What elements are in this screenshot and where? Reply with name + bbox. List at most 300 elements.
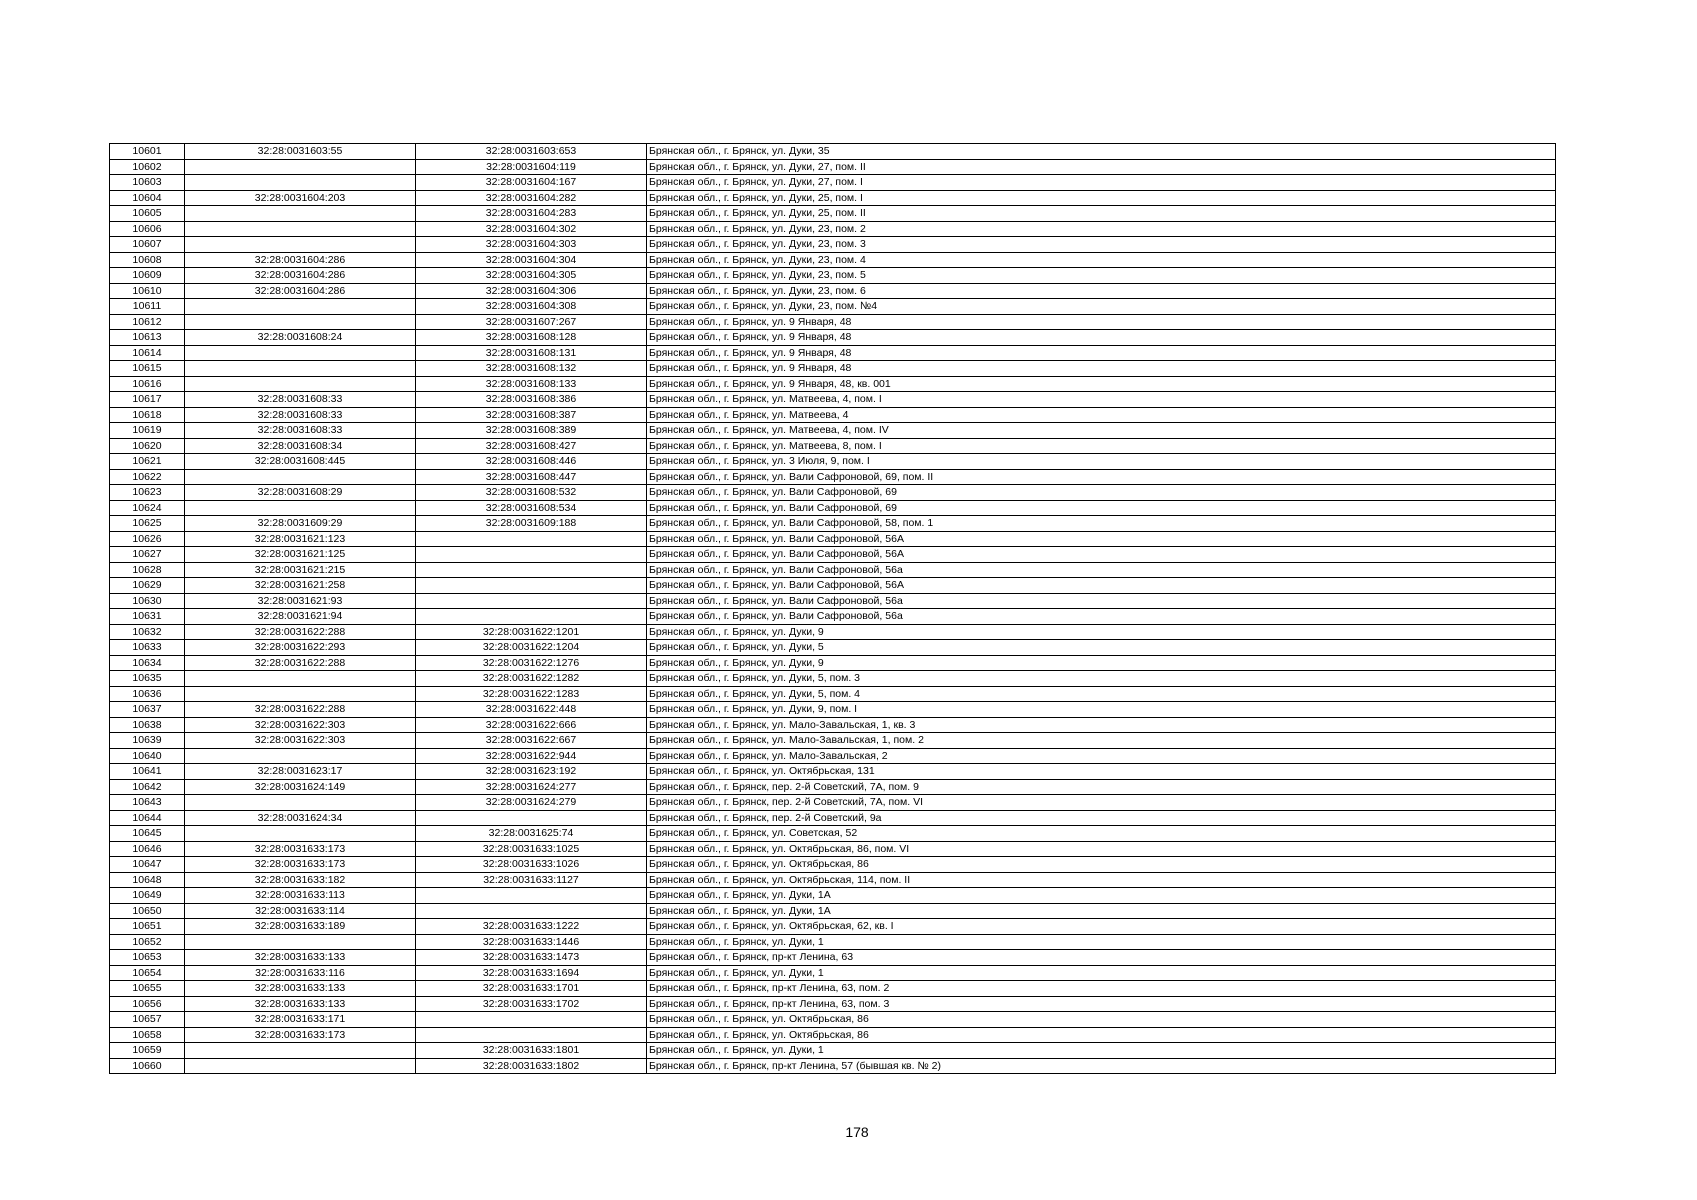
building-cadastral-number-cell: 32:28:0031625:74 (416, 826, 647, 842)
building-cadastral-number-cell (416, 609, 647, 625)
address-cell: Брянская обл., г. Брянск, ул. Дуки, 23, пом. 5 (647, 268, 1556, 284)
land-cadastral-number-cell: 32:28:0031633:114 (185, 903, 416, 919)
row-number-cell: 10638 (110, 717, 185, 733)
address-cell: Брянская обл., г. Брянск, ул. 9 Января, 48 (647, 330, 1556, 346)
building-cadastral-number-cell: 32:28:0031604:283 (416, 206, 647, 222)
address-cell: Брянская обл., г. Брянск, ул. Дуки, 23, пом. №4 (647, 299, 1556, 315)
row-number-cell: 10630 (110, 593, 185, 609)
land-cadastral-number-cell: 32:28:0031633:133 (185, 981, 416, 997)
row-number-cell: 10653 (110, 950, 185, 966)
row-number-cell: 10628 (110, 562, 185, 578)
land-cadastral-number-cell: 32:28:0031604:286 (185, 268, 416, 284)
row-number-cell: 10604 (110, 190, 185, 206)
address-cell: Брянская обл., г. Брянск, ул. Октябрьская, 86, пом. VI (647, 841, 1556, 857)
building-cadastral-number-cell (416, 903, 647, 919)
building-cadastral-number-cell: 32:28:0031608:387 (416, 407, 647, 423)
land-cadastral-number-cell: 32:28:0031633:173 (185, 1027, 416, 1043)
address-cell: Брянская обл., г. Брянск, ул. Дуки, 27, пом. I (647, 175, 1556, 191)
land-cadastral-number-cell: 32:28:0031633:189 (185, 919, 416, 935)
land-cadastral-number-cell: 32:28:0031608:34 (185, 438, 416, 454)
building-cadastral-number-cell: 32:28:0031622:1283 (416, 686, 647, 702)
row-number-cell: 10607 (110, 237, 185, 253)
building-cadastral-number-cell: 32:28:0031633:1694 (416, 965, 647, 981)
table-row (110, 857, 1556, 873)
land-cadastral-number-cell: 32:28:0031608:24 (185, 330, 416, 346)
building-cadastral-number-cell: 32:28:0031604:302 (416, 221, 647, 237)
building-cadastral-number-cell: 32:28:0031633:1025 (416, 841, 647, 857)
row-number-cell: 10652 (110, 934, 185, 950)
building-cadastral-number-cell: 32:28:0031633:1222 (416, 919, 647, 935)
land-cadastral-number-cell: 32:28:0031633:173 (185, 857, 416, 873)
building-cadastral-number-cell: 32:28:0031608:534 (416, 500, 647, 516)
land-cadastral-number-cell: 32:28:0031621:123 (185, 531, 416, 547)
land-cadastral-number-cell: 32:28:0031622:303 (185, 733, 416, 749)
address-cell: Брянская обл., г. Брянск, ул. Дуки, 5, пом. 3 (647, 671, 1556, 687)
table-row (110, 624, 1556, 640)
table-row (110, 531, 1556, 547)
row-number-cell: 10616 (110, 376, 185, 392)
address-cell: Брянская обл., г. Брянск, ул. Дуки, 5 (647, 640, 1556, 656)
building-cadastral-number-cell: 32:28:0031604:167 (416, 175, 647, 191)
land-cadastral-number-cell (185, 1043, 416, 1059)
row-number-cell: 10631 (110, 609, 185, 625)
table-row (110, 516, 1556, 532)
table-row (110, 159, 1556, 175)
address-cell: Брянская обл., г. Брянск, ул. Вали Сафроновой, 56А (647, 531, 1556, 547)
address-cell: Брянская обл., г. Брянск, ул. Дуки, 9 (647, 624, 1556, 640)
building-cadastral-number-cell: 32:28:0031622:1282 (416, 671, 647, 687)
address-cell: Брянская обл., г. Брянск, пр-кт Ленина, 63 (647, 950, 1556, 966)
land-cadastral-number-cell: 32:28:0031633:173 (185, 841, 416, 857)
address-cell: Брянская обл., г. Брянск, ул. 9 Января, 48 (647, 314, 1556, 330)
row-number-cell: 10644 (110, 810, 185, 826)
land-cadastral-number-cell: 32:28:0031633:116 (185, 965, 416, 981)
row-number-cell: 10637 (110, 702, 185, 718)
row-number-cell: 10655 (110, 981, 185, 997)
row-number-cell: 10629 (110, 578, 185, 594)
land-cadastral-number-cell: 32:28:0031622:303 (185, 717, 416, 733)
table-row (110, 299, 1556, 315)
address-cell: Брянская обл., г. Брянск, пер. 2-й Советский, 7А, пом. 9 (647, 779, 1556, 795)
row-number-cell: 10617 (110, 392, 185, 408)
address-cell: Брянская обл., г. Брянск, ул. Вали Сафроновой, 58, пом. 1 (647, 516, 1556, 532)
building-cadastral-number-cell (416, 1012, 647, 1028)
table-row (110, 1012, 1556, 1028)
land-cadastral-number-cell (185, 671, 416, 687)
table-row (110, 423, 1556, 439)
building-cadastral-number-cell (416, 547, 647, 563)
table-row (110, 361, 1556, 377)
building-cadastral-number-cell (416, 888, 647, 904)
row-number-cell: 10650 (110, 903, 185, 919)
land-cadastral-number-cell (185, 500, 416, 516)
table-row (110, 485, 1556, 501)
row-number-cell: 10645 (110, 826, 185, 842)
table-row (110, 252, 1556, 268)
row-number-cell: 10615 (110, 361, 185, 377)
table-row (110, 221, 1556, 237)
row-number-cell: 10608 (110, 252, 185, 268)
land-cadastral-number-cell: 32:28:0031604:286 (185, 283, 416, 299)
table-row (110, 314, 1556, 330)
table-row (110, 903, 1556, 919)
land-cadastral-number-cell: 32:28:0031621:94 (185, 609, 416, 625)
address-cell: Брянская обл., г. Брянск, ул. Вали Сафроновой, 56а (647, 562, 1556, 578)
land-cadastral-number-cell (185, 221, 416, 237)
row-number-cell: 10634 (110, 655, 185, 671)
building-cadastral-number-cell: 32:28:0031604:303 (416, 237, 647, 253)
land-cadastral-number-cell: 32:28:0031623:17 (185, 764, 416, 780)
table-row (110, 1027, 1556, 1043)
address-cell: Брянская обл., г. Брянск, ул. Дуки, 1А (647, 903, 1556, 919)
row-number-cell: 10646 (110, 841, 185, 857)
building-cadastral-number-cell (416, 531, 647, 547)
building-cadastral-number-cell: 32:28:0031624:279 (416, 795, 647, 811)
table-row (110, 671, 1556, 687)
address-cell: Брянская обл., г. Брянск, ул. Дуки, 9, пом. I (647, 702, 1556, 718)
table-row (110, 934, 1556, 950)
address-cell: Брянская обл., г. Брянск, ул. Октябрьская, 131 (647, 764, 1556, 780)
address-cell: Брянская обл., г. Брянск, ул. Вали Сафроновой, 56а (647, 593, 1556, 609)
building-cadastral-number-cell: 32:28:0031607:267 (416, 314, 647, 330)
land-cadastral-number-cell (185, 159, 416, 175)
land-cadastral-number-cell: 32:28:0031633:113 (185, 888, 416, 904)
address-cell: Брянская обл., г. Брянск, пер. 2-й Советский, 9а (647, 810, 1556, 826)
row-number-cell: 10657 (110, 1012, 185, 1028)
building-cadastral-number-cell: 32:28:0031604:119 (416, 159, 647, 175)
building-cadastral-number-cell: 32:28:0031622:667 (416, 733, 647, 749)
address-cell: Брянская обл., г. Брянск, пр-кт Ленина, 63, пом. 2 (647, 981, 1556, 997)
address-cell: Брянская обл., г. Брянск, ул. Матвеева, 4, пом. IV (647, 423, 1556, 439)
table-row (110, 175, 1556, 191)
land-cadastral-number-cell (185, 376, 416, 392)
building-cadastral-number-cell: 32:28:0031608:532 (416, 485, 647, 501)
row-number-cell: 10614 (110, 345, 185, 361)
row-number-cell: 10641 (110, 764, 185, 780)
address-cell: Брянская обл., г. Брянск, ул. Дуки, 23, пом. 6 (647, 283, 1556, 299)
land-cadastral-number-cell: 32:28:0031621:258 (185, 578, 416, 594)
row-number-cell: 10659 (110, 1043, 185, 1059)
address-cell: Брянская обл., г. Брянск, ул. Дуки, 25, пом. II (647, 206, 1556, 222)
building-cadastral-number-cell: 32:28:0031622:666 (416, 717, 647, 733)
table-row (110, 190, 1556, 206)
building-cadastral-number-cell: 32:28:0031604:305 (416, 268, 647, 284)
land-cadastral-number-cell: 32:28:0031608:445 (185, 454, 416, 470)
land-cadastral-number-cell (185, 206, 416, 222)
building-cadastral-number-cell (416, 562, 647, 578)
row-number-cell: 10611 (110, 299, 185, 315)
building-cadastral-number-cell: 32:28:0031633:1801 (416, 1043, 647, 1059)
row-number-cell: 10622 (110, 469, 185, 485)
table-row (110, 283, 1556, 299)
table-row (110, 609, 1556, 625)
row-number-cell: 10610 (110, 283, 185, 299)
row-number-cell: 10603 (110, 175, 185, 191)
land-cadastral-number-cell (185, 361, 416, 377)
building-cadastral-number-cell (416, 593, 647, 609)
building-cadastral-number-cell: 32:28:0031608:427 (416, 438, 647, 454)
table-row (110, 841, 1556, 857)
row-number-cell: 10625 (110, 516, 185, 532)
table-row (110, 655, 1556, 671)
address-cell: Брянская обл., г. Брянск, ул. 9 Января, 48 (647, 361, 1556, 377)
registry-table (109, 143, 1556, 1074)
address-cell: Брянская обл., г. Брянск, ул. Октябрьская, 62, кв. I (647, 919, 1556, 935)
row-number-cell: 10602 (110, 159, 185, 175)
row-number-cell: 10620 (110, 438, 185, 454)
row-number-cell: 10642 (110, 779, 185, 795)
row-number-cell: 10647 (110, 857, 185, 873)
building-cadastral-number-cell: 32:28:0031622:1201 (416, 624, 647, 640)
table-row (110, 888, 1556, 904)
building-cadastral-number-cell: 32:28:0031609:188 (416, 516, 647, 532)
table-row (110, 950, 1556, 966)
address-cell: Брянская обл., г. Брянск, ул. Дуки, 35 (647, 144, 1556, 160)
building-cadastral-number-cell (416, 1027, 647, 1043)
building-cadastral-number-cell: 32:28:0031622:1204 (416, 640, 647, 656)
table-row (110, 376, 1556, 392)
table-row (110, 345, 1556, 361)
row-number-cell: 10640 (110, 748, 185, 764)
building-cadastral-number-cell: 32:28:0031622:1276 (416, 655, 647, 671)
land-cadastral-number-cell: 32:28:0031608:33 (185, 407, 416, 423)
land-cadastral-number-cell (185, 175, 416, 191)
table-row (110, 686, 1556, 702)
table-row (110, 872, 1556, 888)
row-number-cell: 10639 (110, 733, 185, 749)
row-number-cell: 10654 (110, 965, 185, 981)
address-cell: Брянская обл., г. Брянск, ул. 9 Января, 48 (647, 345, 1556, 361)
building-cadastral-number-cell: 32:28:0031633:1701 (416, 981, 647, 997)
building-cadastral-number-cell: 32:28:0031622:944 (416, 748, 647, 764)
table-row (110, 717, 1556, 733)
table-row (110, 965, 1556, 981)
building-cadastral-number-cell: 32:28:0031633:1802 (416, 1058, 647, 1074)
address-cell: Брянская обл., г. Брянск, ул. Вали Сафроновой, 69, пом. II (647, 469, 1556, 485)
table-row (110, 206, 1556, 222)
address-cell: Брянская обл., г. Брянск, ул. Дуки, 5, пом. 4 (647, 686, 1556, 702)
page-number: 178 (845, 1124, 869, 1140)
row-number-cell: 10619 (110, 423, 185, 439)
building-cadastral-number-cell: 32:28:0031604:306 (416, 283, 647, 299)
table-row (110, 996, 1556, 1012)
land-cadastral-number-cell (185, 299, 416, 315)
row-number-cell: 10601 (110, 144, 185, 160)
building-cadastral-number-cell: 32:28:0031604:304 (416, 252, 647, 268)
table-row (110, 500, 1556, 516)
land-cadastral-number-cell (185, 686, 416, 702)
land-cadastral-number-cell: 32:28:0031608:33 (185, 392, 416, 408)
land-cadastral-number-cell (185, 314, 416, 330)
table-row (110, 981, 1556, 997)
building-cadastral-number-cell: 32:28:0031624:277 (416, 779, 647, 795)
table-row (110, 562, 1556, 578)
address-cell: Брянская обл., г. Брянск, ул. 3 Июля, 9, пом. I (647, 454, 1556, 470)
table-row (110, 237, 1556, 253)
address-cell: Брянская обл., г. Брянск, ул. Октябрьская, 86 (647, 1027, 1556, 1043)
address-cell: Брянская обл., г. Брянск, ул. Дуки, 1 (647, 965, 1556, 981)
land-cadastral-number-cell: 32:28:0031633:182 (185, 872, 416, 888)
row-number-cell: 10621 (110, 454, 185, 470)
land-cadastral-number-cell: 32:28:0031604:203 (185, 190, 416, 206)
land-cadastral-number-cell (185, 469, 416, 485)
row-number-cell: 10624 (110, 500, 185, 516)
address-cell: Брянская обл., г. Брянск, ул. Матвеева, 4 (647, 407, 1556, 423)
building-cadastral-number-cell: 32:28:0031608:447 (416, 469, 647, 485)
building-cadastral-number-cell (416, 810, 647, 826)
building-cadastral-number-cell (416, 578, 647, 594)
land-cadastral-number-cell: 32:28:0031633:133 (185, 996, 416, 1012)
row-number-cell: 10633 (110, 640, 185, 656)
address-cell: Брянская обл., г. Брянск, ул. Дуки, 1А (647, 888, 1556, 904)
row-number-cell: 10658 (110, 1027, 185, 1043)
row-number-cell: 10651 (110, 919, 185, 935)
table-row (110, 640, 1556, 656)
table-row (110, 578, 1556, 594)
land-cadastral-number-cell: 32:28:0031621:93 (185, 593, 416, 609)
address-cell: Брянская обл., г. Брянск, ул. Мало-Завальская, 1, кв. 3 (647, 717, 1556, 733)
land-cadastral-number-cell: 32:28:0031633:171 (185, 1012, 416, 1028)
building-cadastral-number-cell: 32:28:0031608:446 (416, 454, 647, 470)
table-row (110, 330, 1556, 346)
row-number-cell: 10635 (110, 671, 185, 687)
row-number-cell: 10609 (110, 268, 185, 284)
address-cell: Брянская обл., г. Брянск, ул. Дуки, 27, пом. II (647, 159, 1556, 175)
address-cell: Брянская обл., г. Брянск, ул. Вали Сафроновой, 56А (647, 578, 1556, 594)
land-cadastral-number-cell: 32:28:0031608:29 (185, 485, 416, 501)
table-row (110, 748, 1556, 764)
address-cell: Брянская обл., г. Брянск, ул. Дуки, 23, пом. 4 (647, 252, 1556, 268)
row-number-cell: 10656 (110, 996, 185, 1012)
land-cadastral-number-cell (185, 237, 416, 253)
building-cadastral-number-cell: 32:28:0031608:128 (416, 330, 647, 346)
table-row (110, 919, 1556, 935)
address-cell: Брянская обл., г. Брянск, ул. Мало-Завальская, 1, пом. 2 (647, 733, 1556, 749)
table-row (110, 547, 1556, 563)
row-number-cell: 10613 (110, 330, 185, 346)
address-cell: Брянская обл., г. Брянск, ул. Мало-Завальская, 2 (647, 748, 1556, 764)
building-cadastral-number-cell: 32:28:0031608:132 (416, 361, 647, 377)
address-cell: Брянская обл., г. Брянск, ул. Вали Сафроновой, 69 (647, 485, 1556, 501)
row-number-cell: 10612 (110, 314, 185, 330)
land-cadastral-number-cell (185, 1058, 416, 1074)
land-cadastral-number-cell (185, 345, 416, 361)
building-cadastral-number-cell: 32:28:0031608:389 (416, 423, 647, 439)
table-row (110, 702, 1556, 718)
table-row (110, 1043, 1556, 1059)
address-cell: Брянская обл., г. Брянск, ул. Матвеева, 4, пом. I (647, 392, 1556, 408)
table-row (110, 779, 1556, 795)
table-row (110, 268, 1556, 284)
building-cadastral-number-cell: 32:28:0031622:448 (416, 702, 647, 718)
table-row (110, 733, 1556, 749)
address-cell: Брянская обл., г. Брянск, пр-кт Ленина, 57 (бывшая кв. № 2) (647, 1058, 1556, 1074)
land-cadastral-number-cell: 32:28:0031603:55 (185, 144, 416, 160)
address-cell: Брянская обл., г. Брянск, ул. Вали Сафроновой, 69 (647, 500, 1556, 516)
land-cadastral-number-cell (185, 795, 416, 811)
row-number-cell: 10649 (110, 888, 185, 904)
address-cell: Брянская обл., г. Брянск, ул. Советская, 52 (647, 826, 1556, 842)
building-cadastral-number-cell: 32:28:0031608:131 (416, 345, 647, 361)
land-cadastral-number-cell: 32:28:0031622:288 (185, 624, 416, 640)
land-cadastral-number-cell: 32:28:0031621:215 (185, 562, 416, 578)
row-number-cell: 10627 (110, 547, 185, 563)
table-row (110, 810, 1556, 826)
building-cadastral-number-cell: 32:28:0031623:192 (416, 764, 647, 780)
address-cell: Брянская обл., г. Брянск, ул. Матвеева, 8, пом. I (647, 438, 1556, 454)
building-cadastral-number-cell: 32:28:0031633:1446 (416, 934, 647, 950)
address-cell: Брянская обл., г. Брянск, ул. Октябрьская, 114, пом. II (647, 872, 1556, 888)
address-cell: Брянская обл., г. Брянск, ул. 9 Января, 48, кв. 001 (647, 376, 1556, 392)
land-cadastral-number-cell (185, 748, 416, 764)
land-cadastral-number-cell: 32:28:0031622:288 (185, 702, 416, 718)
row-number-cell: 10606 (110, 221, 185, 237)
address-cell: Брянская обл., г. Брянск, ул. Октябрьская, 86 (647, 857, 1556, 873)
address-cell: Брянская обл., г. Брянск, пер. 2-й Советский, 7А, пом. VI (647, 795, 1556, 811)
address-cell: Брянская обл., г. Брянск, ул. Октябрьская, 86 (647, 1012, 1556, 1028)
row-number-cell: 10660 (110, 1058, 185, 1074)
table-row (110, 454, 1556, 470)
land-cadastral-number-cell: 32:28:0031604:286 (185, 252, 416, 268)
row-number-cell: 10643 (110, 795, 185, 811)
land-cadastral-number-cell: 32:28:0031633:133 (185, 950, 416, 966)
land-cadastral-number-cell: 32:28:0031624:149 (185, 779, 416, 795)
land-cadastral-number-cell (185, 934, 416, 950)
building-cadastral-number-cell: 32:28:0031633:1473 (416, 950, 647, 966)
land-cadastral-number-cell: 32:28:0031621:125 (185, 547, 416, 563)
registry-table-body (110, 144, 1556, 1074)
address-cell: Брянская обл., г. Брянск, ул. Дуки, 1 (647, 1043, 1556, 1059)
land-cadastral-number-cell: 32:28:0031608:33 (185, 423, 416, 439)
table-row (110, 144, 1556, 160)
address-cell: Брянская обл., г. Брянск, ул. Дуки, 9 (647, 655, 1556, 671)
row-number-cell: 10605 (110, 206, 185, 222)
building-cadastral-number-cell: 32:28:0031604:308 (416, 299, 647, 315)
row-number-cell: 10618 (110, 407, 185, 423)
table-row (110, 438, 1556, 454)
address-cell: Брянская обл., г. Брянск, ул. Вали Сафроновой, 56А (647, 547, 1556, 563)
land-cadastral-number-cell (185, 826, 416, 842)
table-row (110, 826, 1556, 842)
address-cell: Брянская обл., г. Брянск, ул. Дуки, 23, пом. 2 (647, 221, 1556, 237)
table-row (110, 392, 1556, 408)
address-cell: Брянская обл., г. Брянск, ул. Дуки, 1 (647, 934, 1556, 950)
land-cadastral-number-cell: 32:28:0031624:34 (185, 810, 416, 826)
table-row (110, 795, 1556, 811)
row-number-cell: 10636 (110, 686, 185, 702)
building-cadastral-number-cell: 32:28:0031608:386 (416, 392, 647, 408)
row-number-cell: 10623 (110, 485, 185, 501)
building-cadastral-number-cell: 32:28:0031608:133 (416, 376, 647, 392)
building-cadastral-number-cell: 32:28:0031603:653 (416, 144, 647, 160)
table-row (110, 1058, 1556, 1074)
building-cadastral-number-cell: 32:28:0031633:1026 (416, 857, 647, 873)
address-cell: Брянская обл., г. Брянск, ул. Дуки, 23, пом. 3 (647, 237, 1556, 253)
land-cadastral-number-cell: 32:28:0031622:288 (185, 655, 416, 671)
building-cadastral-number-cell: 32:28:0031633:1127 (416, 872, 647, 888)
land-cadastral-number-cell: 32:28:0031609:29 (185, 516, 416, 532)
building-cadastral-number-cell: 32:28:0031633:1702 (416, 996, 647, 1012)
address-cell: Брянская обл., г. Брянск, ул. Дуки, 25, пом. I (647, 190, 1556, 206)
table-row (110, 469, 1556, 485)
row-number-cell: 10632 (110, 624, 185, 640)
row-number-cell: 10648 (110, 872, 185, 888)
building-cadastral-number-cell: 32:28:0031604:282 (416, 190, 647, 206)
table-row (110, 764, 1556, 780)
address-cell: Брянская обл., г. Брянск, ул. Вали Сафроновой, 56а (647, 609, 1556, 625)
table-row (110, 407, 1556, 423)
land-cadastral-number-cell: 32:28:0031622:293 (185, 640, 416, 656)
